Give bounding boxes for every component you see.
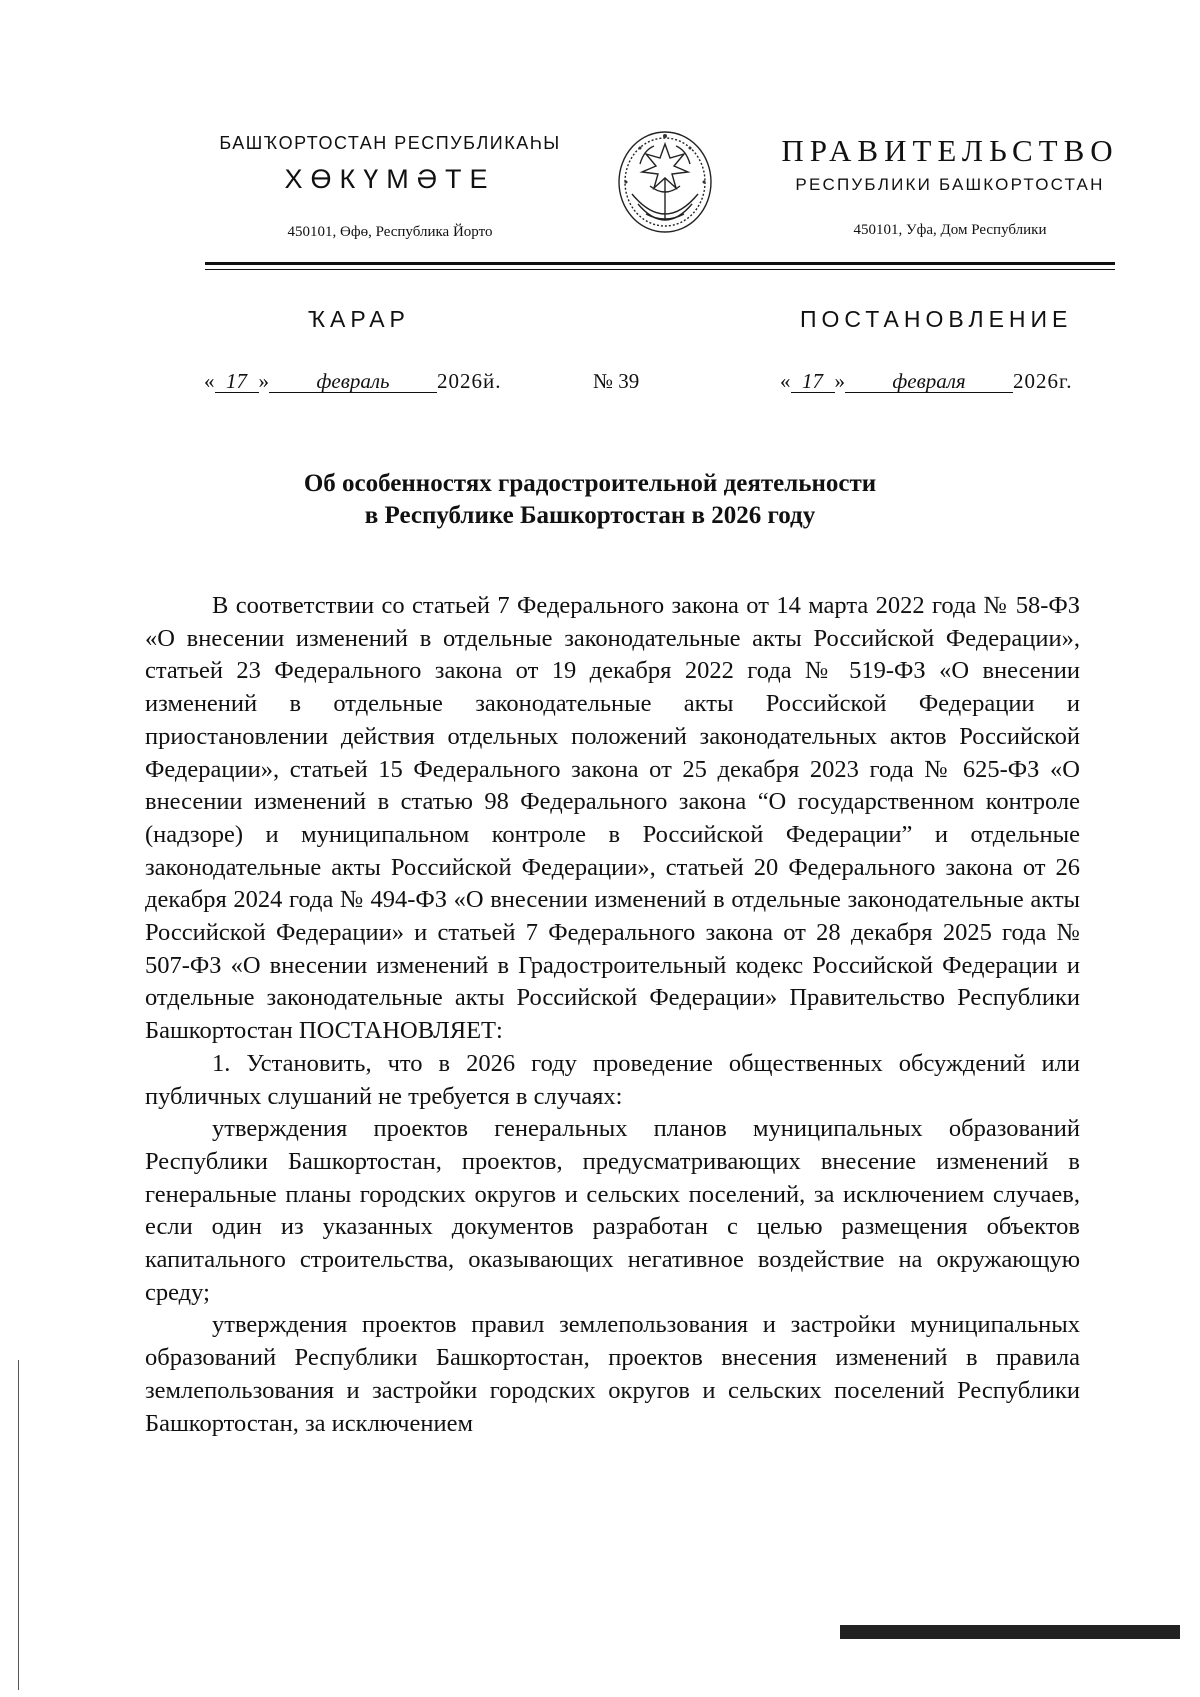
- title-line-2: в Республике Башкортостан в 2026 году: [364, 502, 816, 529]
- letterhead-bashkir: [190, 130, 590, 242]
- date-bashkir: [204, 366, 502, 396]
- document-number: № 39: [593, 369, 640, 393]
- coat-of-arms-emblem: [610, 124, 720, 244]
- address-russian: 450101, Уфа, Дом Республики: [853, 222, 1047, 238]
- quote-open: «: [780, 369, 791, 393]
- quote-open: «: [204, 369, 215, 393]
- body-paragraph-item-1: 1. Установить, что в 2026 году проведение общественных обсуждений или публичных слушаний не требуется в случаях:: [145, 1049, 1080, 1110]
- date-month: февраль: [269, 370, 437, 393]
- scan-edge-bar: [840, 1625, 1180, 1639]
- date-day: 17: [215, 370, 259, 393]
- scan-edge-line: [18, 1360, 19, 1690]
- document-title: [190, 468, 990, 532]
- letterhead-russian: [770, 130, 1130, 240]
- doc-kind-russian: ПОСТАНОВЛЕНИЕ: [800, 306, 1073, 332]
- date-year: 2026й.: [437, 369, 502, 393]
- government-title-bashkir: ХӨКҮМӘТЕ: [284, 164, 496, 194]
- title-line-1: Об особенностях градостроительной деятельности: [303, 470, 877, 497]
- republic-name-bashkir: БАШҠОРТОСТАН РЕСПУБЛИКАҺЫ: [219, 133, 561, 153]
- address-bashkir: 450101, Өфө, Республика Йорто: [287, 224, 493, 240]
- doc-kind-bashkir: ҠАРАР: [308, 306, 410, 332]
- republic-name-russian: РЕСПУБЛИКИ БАШКОРТОСТАН: [795, 175, 1105, 194]
- quote-close: »: [834, 369, 845, 393]
- date-year: 2026г.: [1013, 369, 1073, 393]
- date-month: февраля: [845, 370, 1013, 393]
- date-day: 17: [791, 370, 835, 393]
- body-paragraph-preamble: В соответствии со статьей 7 Федерального закона от 14 марта 2022 года № 58-ФЗ «О внесении изменений в отдельные законодательные акты Российской Федерации», статьей 23 Федерального закона от 19 декабря 2022 года № 519-ФЗ «О внесении изменений в отдельные законодательные акты Российской Федерации и приостановлении действия отдельных положений законодательных актов Российской Федерации», статьей 15 Федерального закона от 25 декабря 2023 года № 625-ФЗ «О внесении изменений в статью 98 Федерального закона “О государственном контроле (надзоре) и муниципальном контроле в Российской Федерации” и отдельные законодательные акты Российской Федерации», статьей 20 Федерального закона от 26 декабря 2024 года № 494-ФЗ «О внесении изменений в отдельные законодательные акты Российской Федерации» и статьей 7 Федерального закона от 28 декабря 2025 года № 507-ФЗ «О внесении изменений в Градостроительный кодекс Российской Федерации и отдельные законодательные акты Российской Федерации» Правительство Республики Башкортостан ПОСТАНОВЛЯЕТ:: [145, 592, 1080, 1045]
- government-title-russian: ПРАВИТЕЛЬСТВО: [781, 133, 1119, 168]
- letterhead-divider-thin: [205, 269, 1115, 270]
- body-paragraph-land-use-rules: утверждения проектов правил землепользования и застройки муниципальных образований Республики Башкортостан, проектов внесения изменений в правила землепользования и застройки городских округов и сельских поселений Республики Башкортостан, за исключением: [145, 1311, 1080, 1437]
- document-body: [145, 590, 1080, 1440]
- date-russian: [780, 366, 1073, 396]
- body-paragraph-general-plans: утверждения проектов генеральных планов муниципальных образований Республики Башкортостан, проектов, предусматривающих внесение изменений в генеральные планы городских округов и сельских поселений, за исключением случаев, если один из указанных документов разработан с целью размещения объектов капитального строительства, оказывающих негативное воздействие на окружающую среду;: [145, 1115, 1080, 1306]
- quote-close: »: [258, 369, 269, 393]
- letterhead-divider-thick: [205, 262, 1115, 265]
